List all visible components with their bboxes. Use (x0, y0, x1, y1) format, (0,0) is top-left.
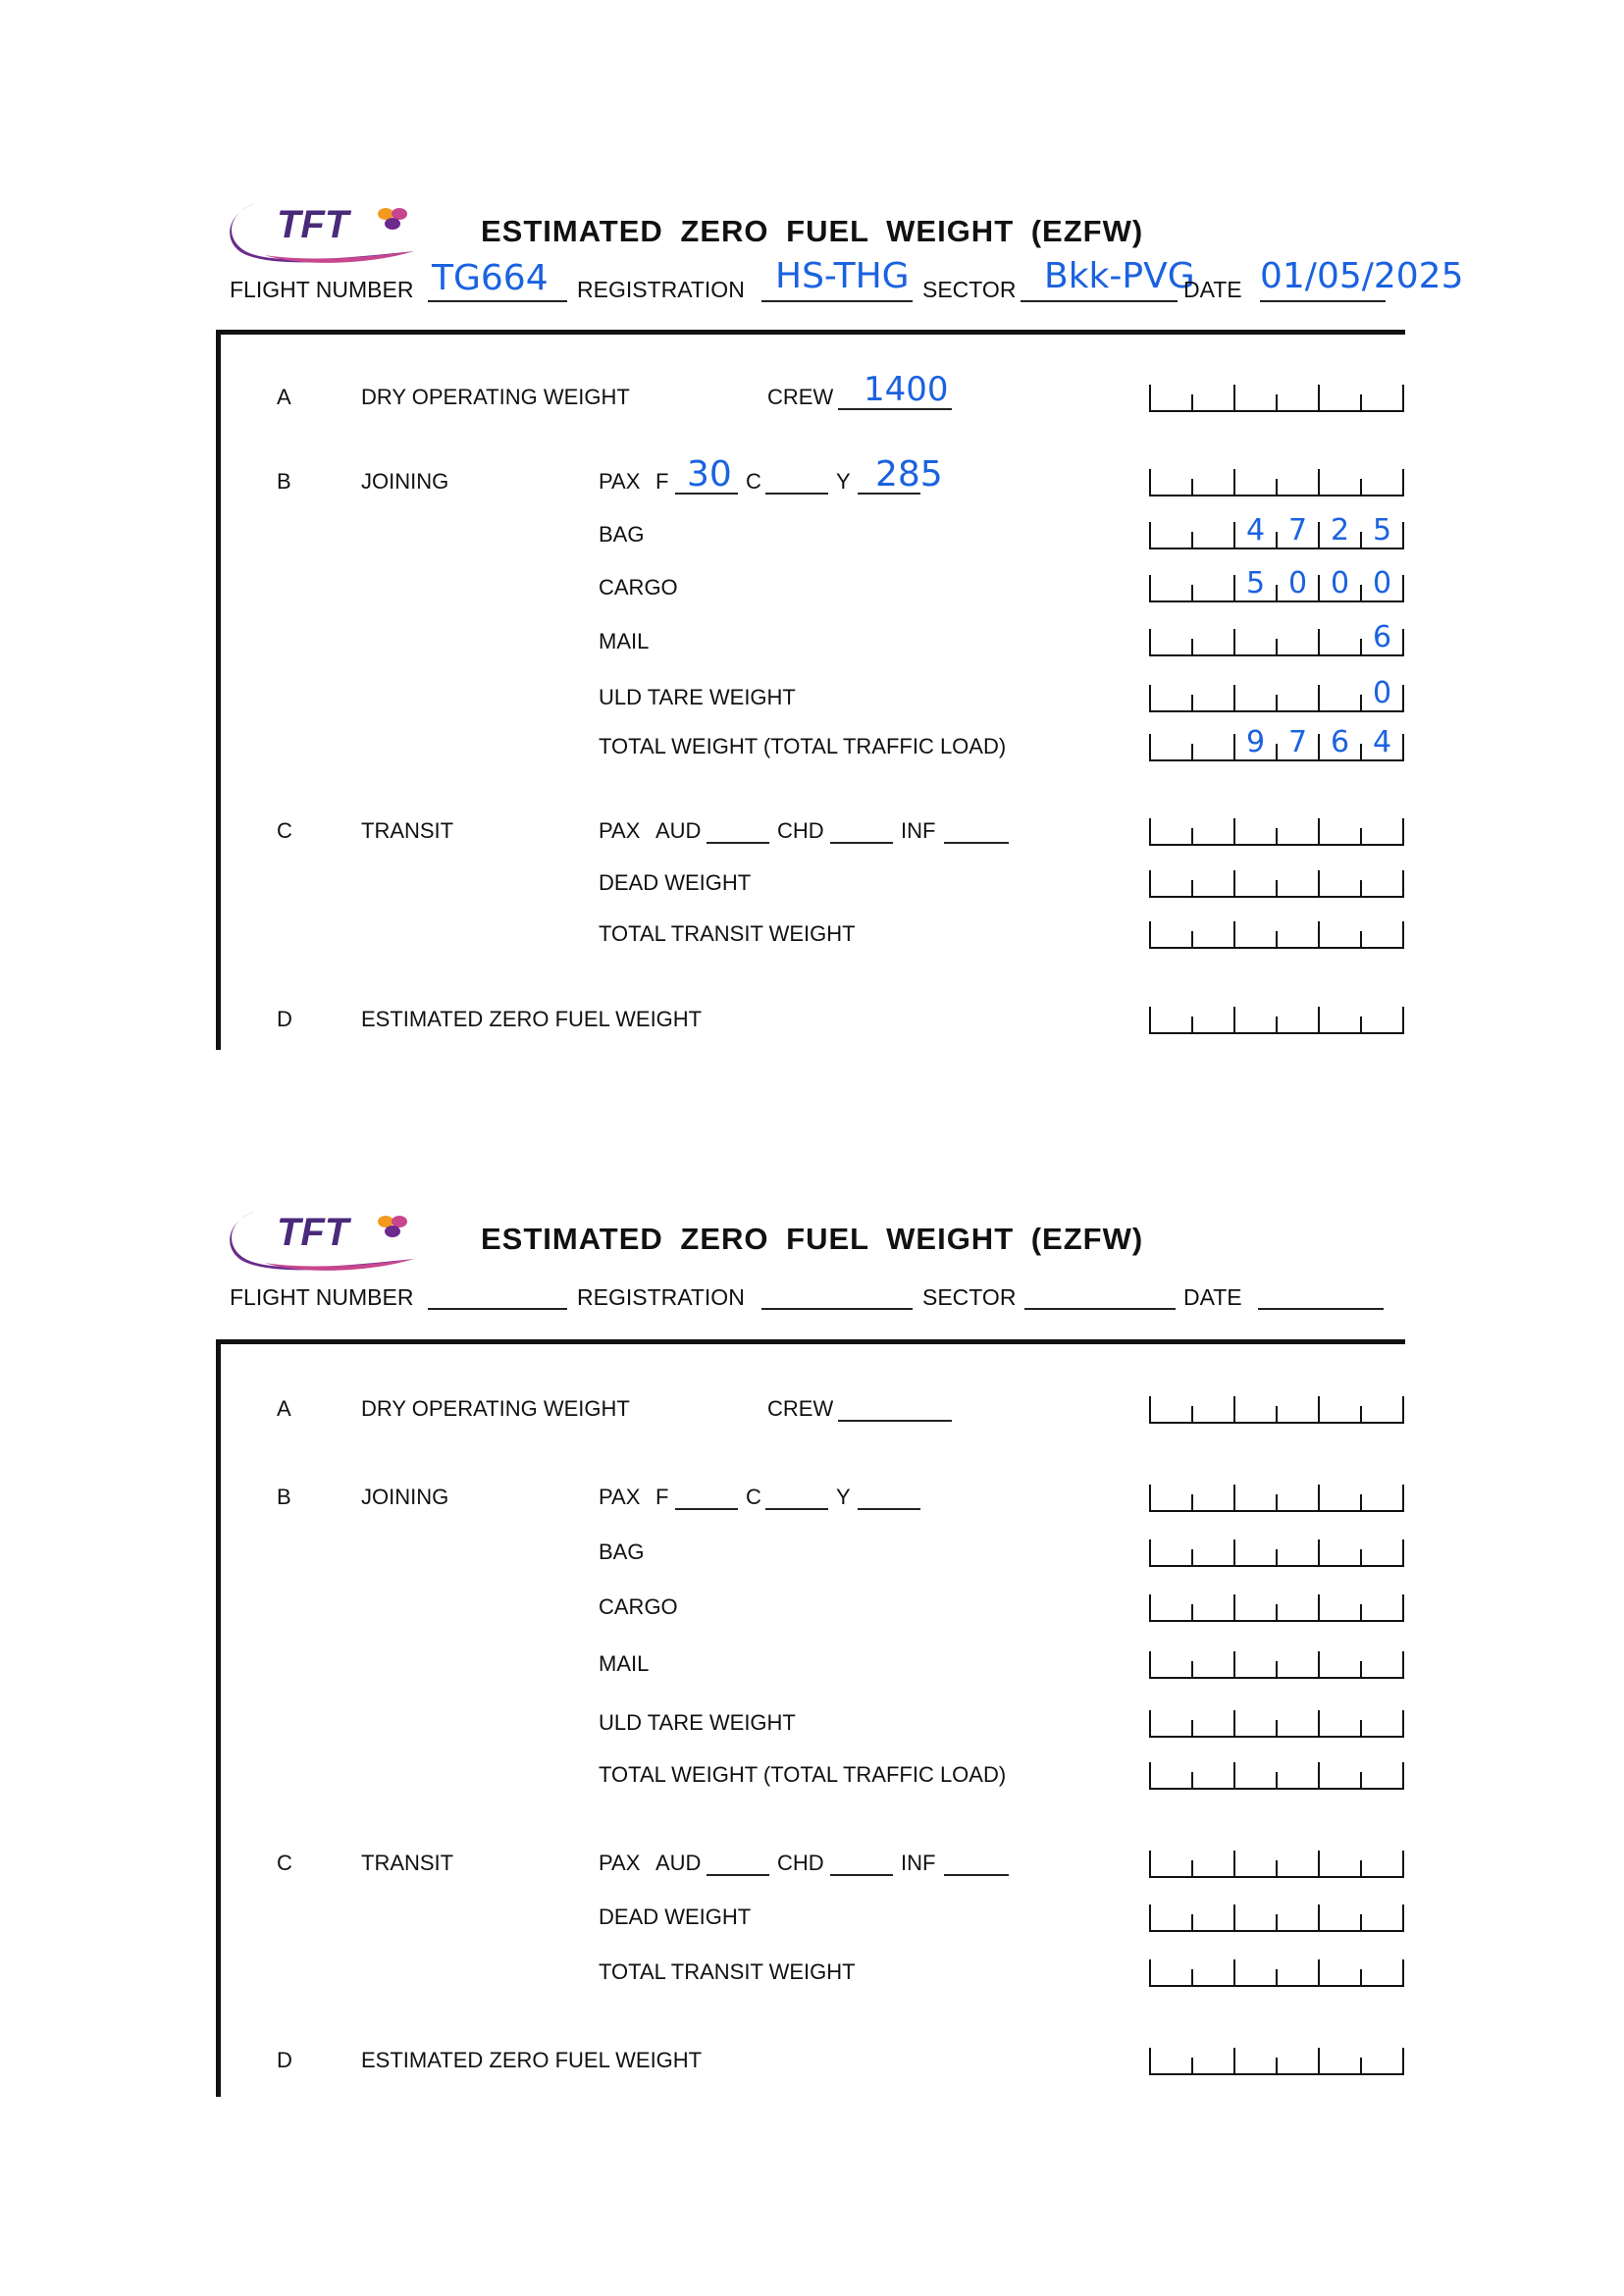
inf-field[interactable] (944, 1874, 1009, 1876)
section-label: JOINING (361, 469, 449, 494)
aud-label: AUD (655, 818, 702, 843)
row-uld-tare-weight (0, 676, 1624, 718)
pax-c-label: C (746, 1485, 761, 1509)
date-label: DATE (1183, 277, 1242, 302)
digit-cell-value: 0 (1287, 566, 1308, 600)
sector-value: Bkk-PVG (1044, 256, 1195, 296)
chd-label: CHD (777, 818, 824, 843)
weight-boxes[interactable] (1150, 513, 1403, 549)
row-dead-weight (0, 1899, 1624, 1938)
section-label: DRY OPERATING WEIGHT (361, 1396, 630, 1421)
form-title: ESTIMATED ZERO FUEL WEIGHT (EZFW) (481, 1222, 1144, 1256)
pax-c-field[interactable] (765, 493, 828, 495)
chd-field[interactable] (830, 1874, 893, 1876)
total-transit-label: TOTAL TRANSIT WEIGHT (599, 921, 856, 946)
pax-y-value: 285 (875, 454, 943, 495)
chd-label: CHD (777, 1851, 824, 1875)
pax-y-label: Y (836, 1485, 851, 1509)
weight-boxes[interactable] (1150, 469, 1403, 496)
pax-label: PAX (599, 1485, 641, 1509)
section-label: JOINING (361, 1485, 449, 1509)
section-letter: B (277, 1485, 291, 1509)
date-value: 01/05/2025 (1260, 256, 1464, 296)
weight-boxes[interactable] (1150, 1762, 1403, 1790)
uld-tare-label: ULD TARE WEIGHT (599, 1710, 796, 1735)
digit-cell-value: 4 (1372, 725, 1392, 759)
bag-label: BAG (599, 1539, 645, 1564)
inf-label: INF (901, 818, 936, 843)
chd-field[interactable] (830, 842, 893, 844)
digit-cell-value: 5 (1245, 566, 1266, 600)
row-total-transit-weight (0, 915, 1624, 955)
digit-cell-value: 0 (1330, 566, 1350, 600)
tft-logo (222, 1202, 418, 1280)
pax-f-field[interactable] (675, 1508, 738, 1510)
section-label: DRY OPERATING WEIGHT (361, 385, 630, 409)
total-weight-label: TOTAL WEIGHT (TOTAL TRAFFIC LOAD) (599, 734, 1007, 758)
row-estimated-zero-fuel-weight (0, 2042, 1624, 2081)
weight-boxes[interactable] (1150, 1651, 1403, 1679)
weight-boxes[interactable] (1150, 1594, 1403, 1622)
mail-label: MAIL (599, 1651, 650, 1676)
digit-cell-value: 0 (1372, 566, 1392, 600)
section-label: TRANSIT (361, 1851, 454, 1875)
row-joining-pax (0, 454, 1624, 502)
aud-field[interactable] (707, 1874, 769, 1876)
pax-label: PAX (599, 1851, 641, 1875)
sector-field[interactable] (1024, 1308, 1176, 1310)
section-letter: D (277, 2048, 292, 2072)
mail-label: MAIL (599, 629, 650, 653)
weight-boxes[interactable] (1150, 1485, 1403, 1512)
registration-label: REGISTRATION (577, 277, 745, 302)
pax-label: PAX (599, 469, 641, 494)
row-total-traffic-load (0, 725, 1624, 767)
weight-boxes[interactable] (1150, 1539, 1403, 1567)
crew-label: CREW (767, 1396, 834, 1421)
digit-cell-value: 0 (1372, 676, 1392, 710)
crew-field[interactable] (838, 1420, 952, 1422)
date-field[interactable] (1258, 1308, 1384, 1310)
weight-boxes[interactable] (1150, 1396, 1403, 1424)
flight-number-field[interactable] (428, 300, 567, 302)
registration-label: REGISTRATION (577, 1284, 745, 1310)
row-cargo (0, 1589, 1624, 1628)
row-cargo (0, 566, 1624, 608)
row-estimated-zero-fuel-weight (0, 1001, 1624, 1040)
crew-label: CREW (767, 385, 834, 409)
cargo-label: CARGO (599, 575, 678, 600)
pax-y-field[interactable] (858, 1508, 920, 1510)
weight-boxes[interactable] (1150, 818, 1403, 846)
flight-number-label: FLIGHT NUMBER (230, 277, 414, 302)
row-mail (0, 620, 1624, 662)
weight-boxes[interactable] (1150, 870, 1403, 898)
digit-cell-value: 2 (1330, 513, 1350, 548)
weight-boxes[interactable] (1150, 921, 1403, 949)
pax-f-label: F (655, 1485, 669, 1509)
date-field[interactable] (1260, 300, 1386, 302)
digit-cell-value: 6 (1372, 620, 1392, 654)
weight-boxes[interactable] (1150, 1959, 1403, 1987)
digit-cell-value: 9 (1245, 725, 1266, 759)
weight-boxes[interactable] (1150, 2048, 1403, 2075)
digit-cell-value: 4 (1245, 513, 1266, 548)
cargo-label: CARGO (599, 1594, 678, 1619)
weight-boxes[interactable] (1150, 676, 1403, 712)
form-title: ESTIMATED ZERO FUEL WEIGHT (EZFW) (481, 214, 1144, 248)
total-transit-label: TOTAL TRANSIT WEIGHT (599, 1959, 856, 1984)
weight-boxes[interactable] (1150, 566, 1403, 602)
section-label: TRANSIT (361, 818, 454, 843)
registration-field[interactable] (761, 300, 913, 302)
pax-label: PAX (599, 818, 641, 843)
digit-cell-value: 6 (1330, 725, 1350, 759)
section-label: ESTIMATED ZERO FUEL WEIGHT (361, 1007, 703, 1031)
flight-number-field[interactable] (428, 1308, 567, 1310)
pax-f-label: F (655, 469, 669, 494)
crew-value: 1400 (864, 370, 949, 409)
registration-field[interactable] (761, 1308, 913, 1310)
registration-value: HS-THG (775, 256, 910, 296)
weight-boxes[interactable] (1150, 1905, 1403, 1932)
row-total-traffic-load (0, 1756, 1624, 1796)
row-dry-operating-weight (0, 370, 1624, 418)
weight-boxes[interactable] (1150, 1710, 1403, 1738)
row-mail (0, 1645, 1624, 1685)
weight-boxes[interactable] (1150, 1007, 1403, 1034)
flight-number-label: FLIGHT NUMBER (230, 1284, 414, 1310)
form-frame-top (216, 330, 1405, 335)
section-letter: C (277, 818, 292, 843)
bag-label: BAG (599, 522, 645, 547)
weight-boxes[interactable] (1150, 620, 1403, 656)
pax-y-label: Y (836, 469, 851, 494)
total-weight-label: TOTAL WEIGHT (TOTAL TRAFFIC LOAD) (599, 1762, 1007, 1787)
section-letter: B (277, 469, 291, 494)
digit-cell-value: 7 (1287, 513, 1308, 548)
weight-boxes[interactable] (1150, 385, 1403, 412)
svg-text:TFT: TFT (277, 1211, 349, 1254)
section-letter: C (277, 1851, 292, 1875)
section-letter: A (277, 385, 291, 409)
sector-field[interactable] (1021, 300, 1178, 302)
dead-weight-label: DEAD WEIGHT (599, 1905, 752, 1929)
uld-tare-label: ULD TARE WEIGHT (599, 685, 796, 709)
flight-number-value: TG664 (432, 258, 549, 298)
inf-label: INF (901, 1851, 936, 1875)
weight-boxes[interactable] (1150, 1851, 1403, 1878)
section-letter: D (277, 1007, 292, 1031)
sector-label: SECTOR (922, 1284, 1017, 1310)
row-joining-pax (0, 1479, 1624, 1518)
section-letter: A (277, 1396, 291, 1421)
pax-c-label: C (746, 469, 761, 494)
pax-f-value: 30 (687, 454, 732, 495)
row-bag (0, 1534, 1624, 1573)
row-uld-tare-weight (0, 1704, 1624, 1744)
aud-label: AUD (655, 1851, 702, 1875)
digit-cell-value: 7 (1287, 725, 1308, 759)
row-dead-weight (0, 864, 1624, 904)
dead-weight-label: DEAD WEIGHT (599, 870, 752, 895)
pax-c-field[interactable] (765, 1508, 828, 1510)
digit-cell-value: 5 (1372, 513, 1392, 548)
row-total-transit-weight (0, 1954, 1624, 1993)
tft-logo (222, 194, 418, 273)
svg-text:TFT: TFT (277, 203, 349, 246)
row-dry-operating-weight (0, 1390, 1624, 1430)
sector-label: SECTOR (922, 277, 1017, 302)
row-bag (0, 513, 1624, 555)
aud-field[interactable] (707, 842, 769, 844)
row-transit-pax (0, 812, 1624, 852)
row-transit-pax (0, 1845, 1624, 1884)
form-frame-top (216, 1339, 1405, 1344)
weight-boxes[interactable] (1150, 725, 1403, 761)
inf-field[interactable] (944, 842, 1009, 844)
date-label: DATE (1183, 1284, 1242, 1310)
section-label: ESTIMATED ZERO FUEL WEIGHT (361, 2048, 703, 2072)
